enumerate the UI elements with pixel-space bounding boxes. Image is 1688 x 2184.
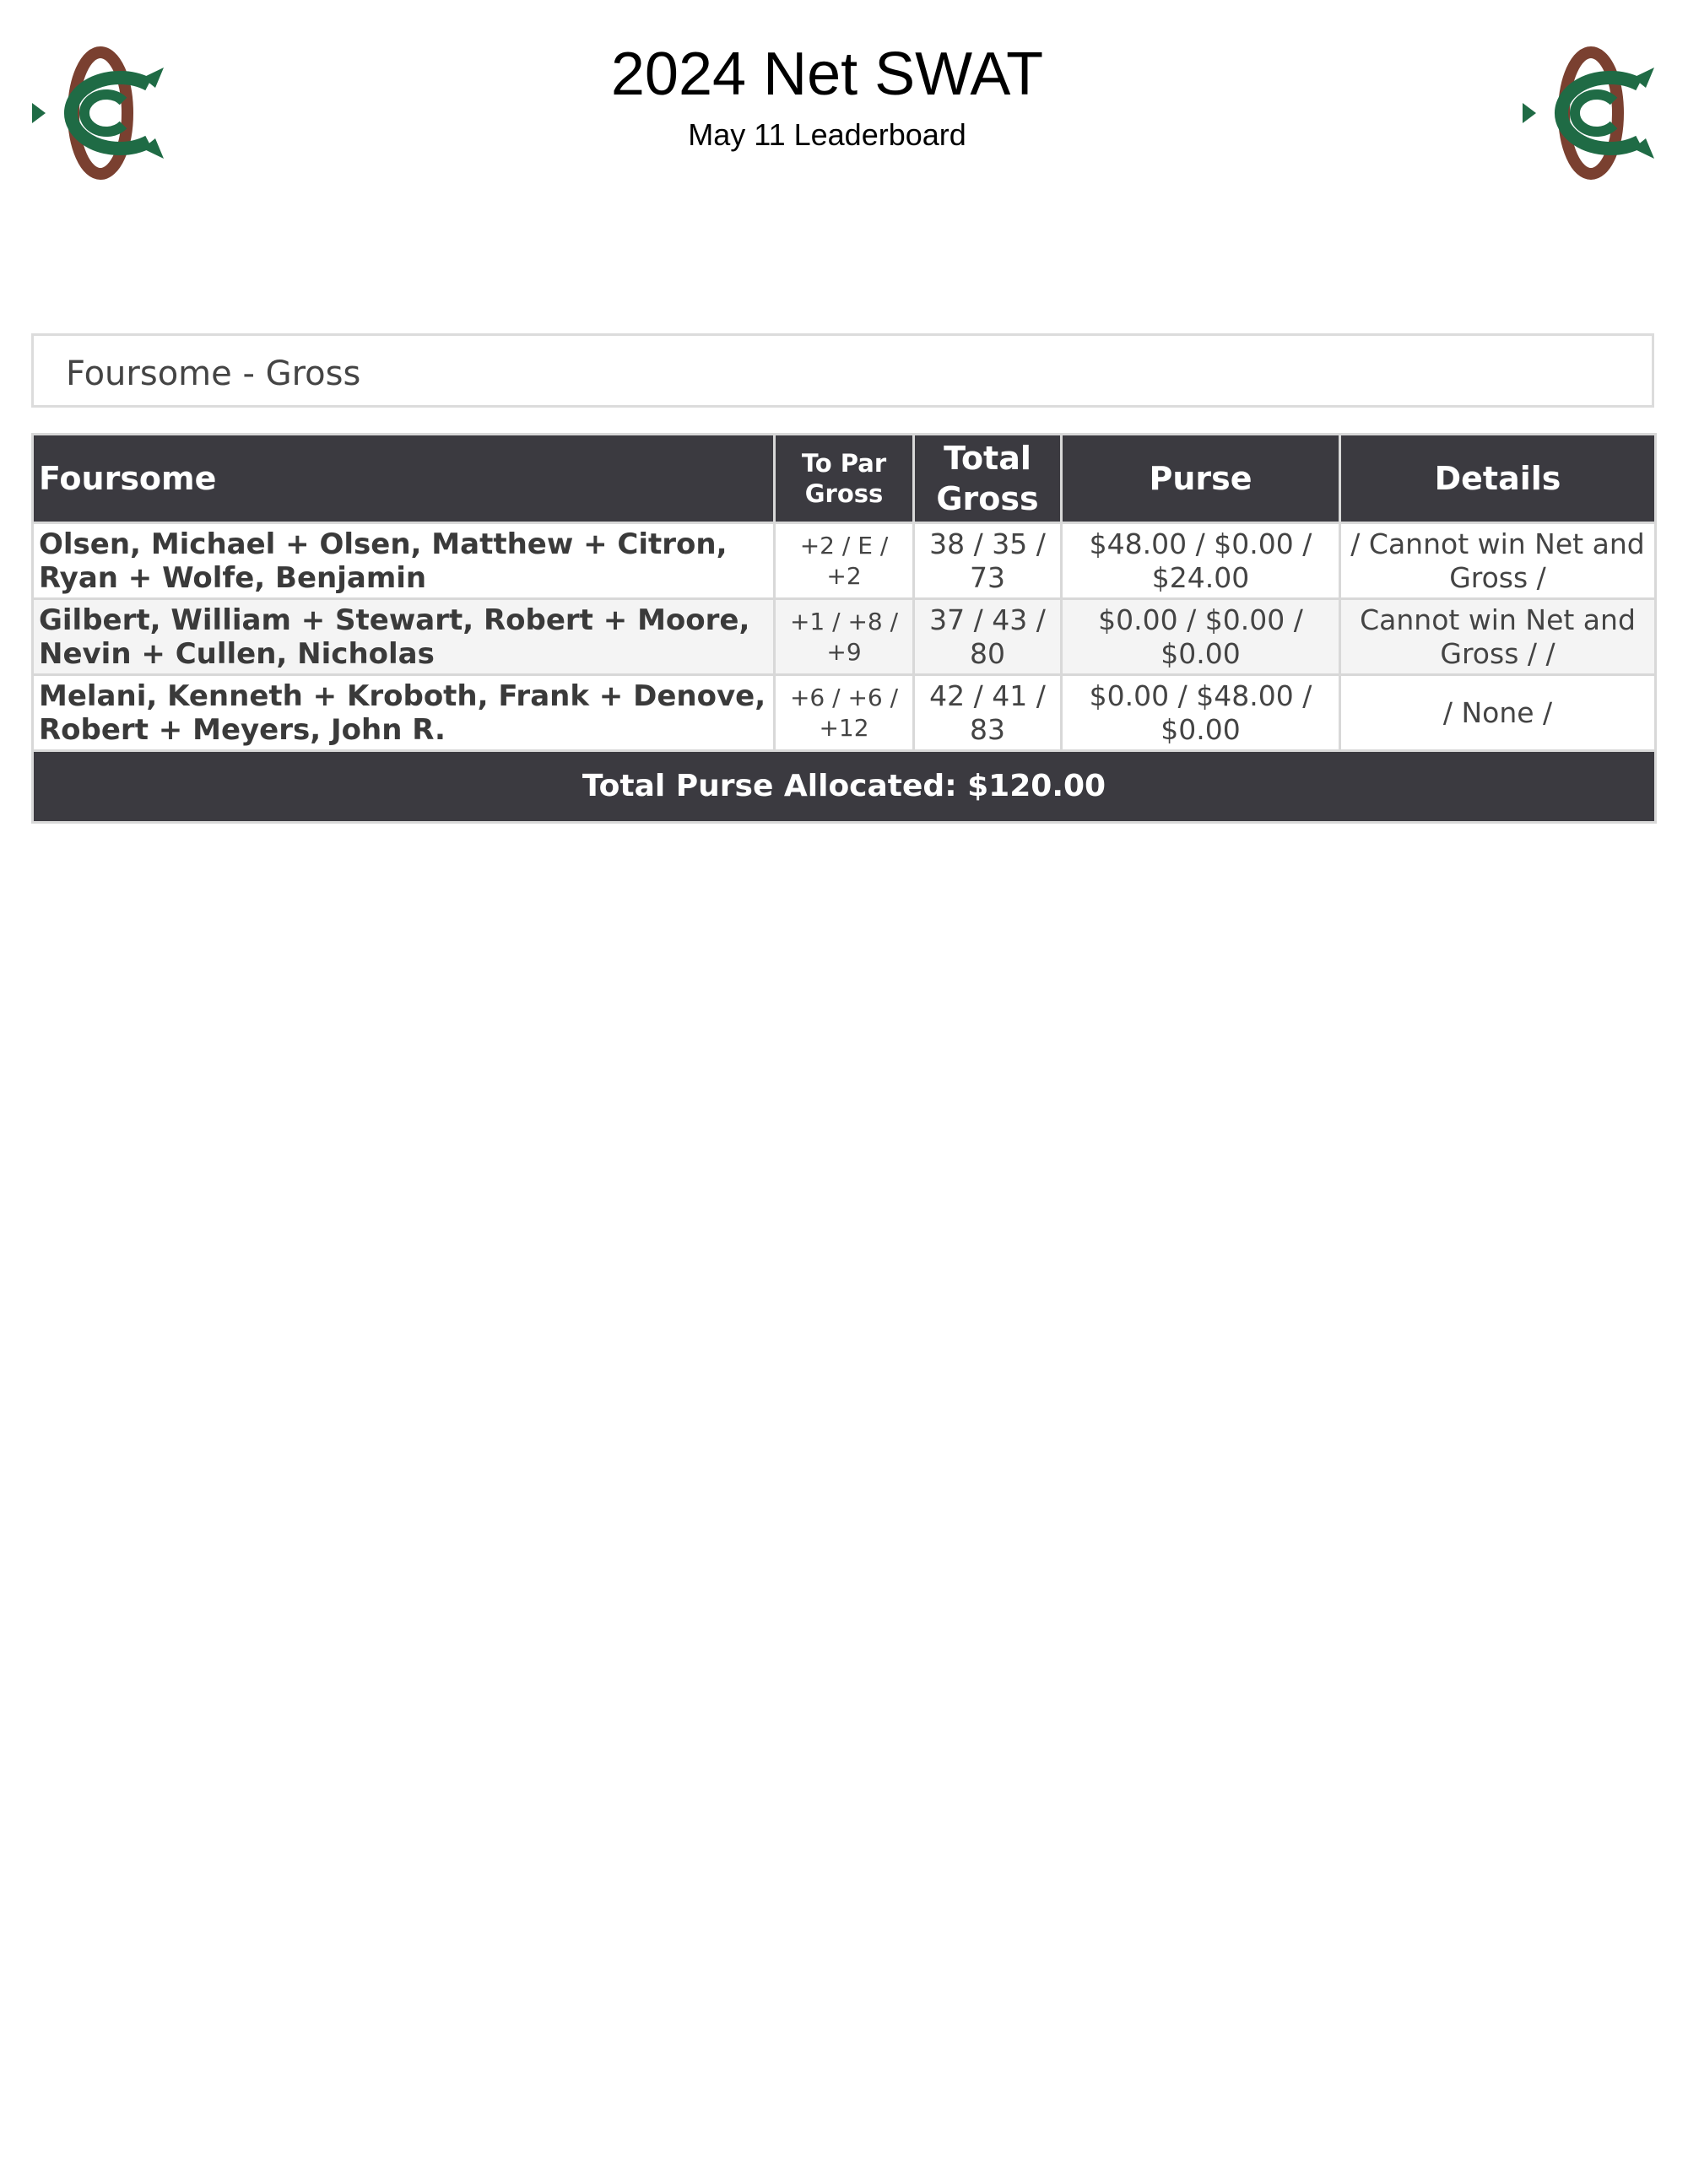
cell-purse: $0.00 / $0.00 / $0.00 <box>1062 599 1340 675</box>
club-logo-right <box>1519 44 1663 182</box>
column-header-details <box>1340 435 1656 523</box>
column-header-total-gross <box>914 435 1062 523</box>
cell-total-gross: 38 / 35 / 73 <box>914 523 1062 599</box>
column-header-to-par-gross <box>775 435 914 523</box>
table-header-row <box>33 435 1656 523</box>
column-header-purse <box>1062 435 1340 523</box>
page-header <box>0 0 1688 194</box>
cell-to-par: +2 / E / +2 <box>775 523 914 599</box>
total-purse-allocated: Total Purse Allocated: $120.00 <box>33 751 1656 823</box>
column-header-foursome-label: Foursome <box>39 460 217 497</box>
cell-purse: $0.00 / $48.00 / $0.00 <box>1062 675 1340 751</box>
title-block <box>0 37 1654 154</box>
page-subtitle: May 11 Leaderboard <box>688 117 966 152</box>
cell-details: Cannot win Net and Gross / / <box>1340 599 1656 675</box>
table-row <box>33 599 1656 675</box>
table-footer-row <box>33 751 1656 823</box>
table-row <box>33 675 1656 751</box>
cell-to-par: +1 / +8 / +9 <box>775 599 914 675</box>
column-header-to-par-line2: Gross <box>804 479 884 508</box>
cell-details: / None / <box>1340 675 1656 751</box>
leaderboard-table <box>31 433 1657 824</box>
column-header-to-par-line1: To Par <box>801 449 887 478</box>
table-row <box>33 523 1656 599</box>
cell-foursome-names: Gilbert, William + Stewart, Robert + Moore, Nevin + Cullen, Nicholas <box>33 599 775 675</box>
section-heading <box>31 333 1654 408</box>
page-title: 2024 Net SWAT <box>610 41 1044 108</box>
cell-to-par: +6 / +6 / +12 <box>775 675 914 751</box>
column-header-foursome <box>33 435 775 523</box>
column-header-details-label: Details <box>1434 460 1561 497</box>
column-header-total-line2: Gross <box>936 480 1039 517</box>
cell-total-gross: 42 / 41 / 83 <box>914 675 1062 751</box>
cell-purse: $48.00 / $0.00 / $24.00 <box>1062 523 1340 599</box>
cell-details: / Cannot win Net and Gross / <box>1340 523 1656 599</box>
cell-foursome-names: Olsen, Michael + Olsen, Matthew + Citron, Ryan + Wolfe, Benjamin <box>33 523 775 599</box>
cell-total-gross: 37 / 43 / 80 <box>914 599 1062 675</box>
column-header-total-line1: Total <box>944 440 1031 477</box>
cell-foursome-names: Melani, Kenneth + Kroboth, Frank + Denove, Robert + Meyers, John R. <box>33 675 775 751</box>
column-header-purse-label: Purse <box>1149 460 1252 497</box>
section-heading-text: Foursome - Gross <box>66 354 361 393</box>
